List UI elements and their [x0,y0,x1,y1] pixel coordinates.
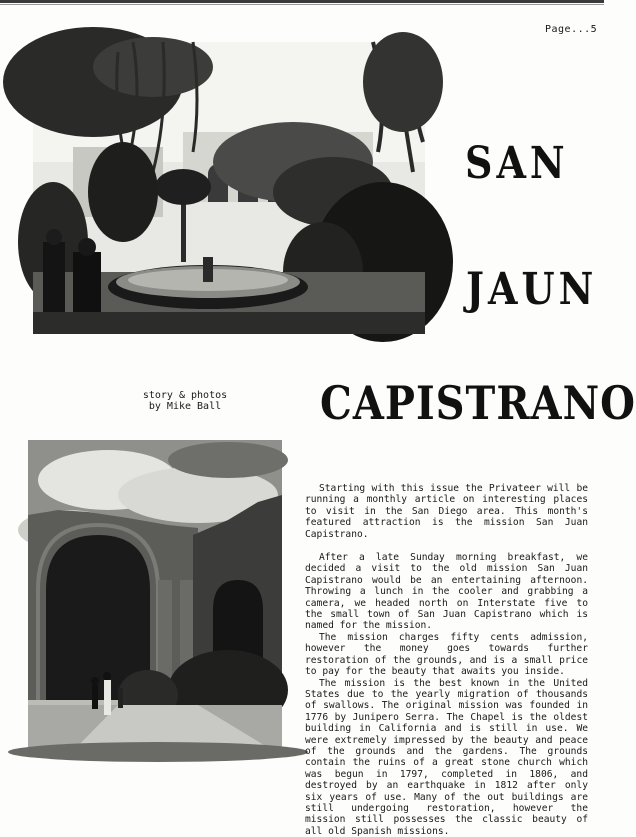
page-number: Page...5 [545,24,597,35]
title-word-capistrano: CAPISTRANO [320,376,636,430]
article-paragraph-1: Starting with this issue the Privateer will be running a monthly article on interesting places to visit in the San Diego area. This month's featured attraction is the mission San Juan Capistrano. [305,483,588,540]
article-paragraph-4: The mission is the best known in the United States due to the yearly migration of thousands of swallows. The original mission was founded in 1776 by Junipero Serra. The Chapel is the oldest building in California and is still in use. We were extremely impressed by the beauty and peace of the grounds and the gardens. The grounds contain the ruins of a great stone church which was begun in 1797, completed in 1806, and destroyed by an earthquake in 1812 after only six years of use. Many of the out buildings are still undergoing restoration, however the mission still possesses the classic beauty of all old Spanish missions. [305,678,588,837]
article-paragraph-2: After a late Sunday morning breakfast, we decided a visit to the old mission San Juan Capistrano would be an entertaining afternoon. Throwing a lunch in the cooler and grabbing a camera, we headed north on Interstate five to the small town of San Juan Capistrano which is named for the mission. [305,552,588,632]
credit-line-1: story & photos [140,390,230,401]
article-body [305,483,588,837]
credit-line-2: by Mike Ball [140,401,230,412]
top-border-rule-thin [0,4,604,5]
top-border-rule [0,0,604,3]
title-word-jaun: JAUN [466,263,597,315]
garden-courtyard-photo [33,42,425,334]
title-word-san: SAN [465,137,569,189]
photo-credit [140,390,230,412]
church-ruins-photo [28,440,282,756]
article-paragraph-3: The mission charges fifty cents admission, however the money goes towards further restoration of the grounds, and is a small price to pay for the beauty that awaits you inside. [305,632,588,678]
